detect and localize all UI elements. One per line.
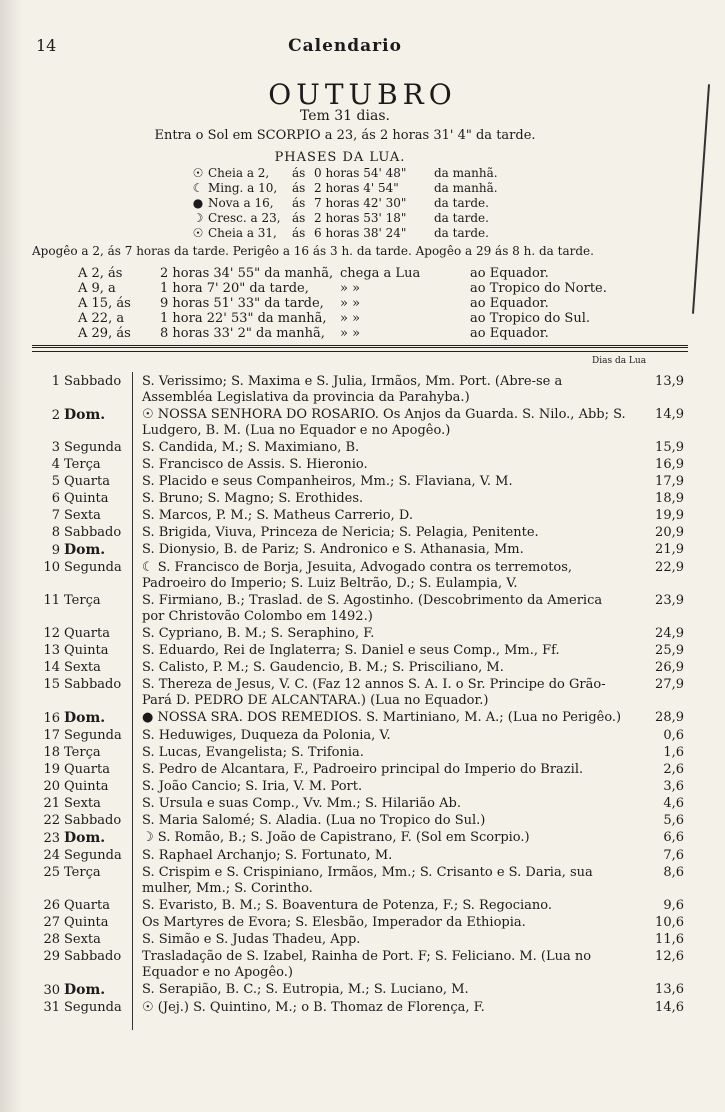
day-label	[30, 762, 134, 778]
day-entry	[30, 865, 690, 897]
equator-place: ao Equador.	[470, 326, 549, 341]
day-entry	[30, 660, 690, 676]
moon-age: 26,9	[655, 660, 684, 675]
phases-title: PHASES DA LUA.	[274, 150, 406, 165]
day-entry	[30, 474, 690, 490]
phase-as: ás	[292, 181, 306, 195]
weekday: Sexta	[64, 796, 101, 811]
day-number: 27	[43, 915, 60, 930]
weekday: Segunda	[64, 440, 122, 455]
moon-age-column-header: Dias da Lua	[592, 356, 647, 366]
day-entry	[30, 440, 690, 456]
day-label	[30, 745, 134, 761]
day-label	[30, 593, 134, 625]
last-quarter-icon: ☾	[192, 181, 204, 195]
day-number: 19	[43, 762, 60, 777]
month-title: OUTUBRO	[268, 78, 457, 111]
day-number: 17	[43, 728, 60, 743]
saints-text: ☉ (Jej.) S. Quintino, M.; o B. Thomaz de Florença, F.	[142, 1000, 485, 1015]
weekday: Sabbado	[64, 374, 122, 389]
phase-name: Cresc. a 23,	[208, 211, 281, 225]
equator-date: A 15, ás	[78, 296, 131, 311]
day-label	[30, 508, 134, 524]
weekday: Quinta	[64, 779, 109, 794]
weekday: Dom.	[64, 710, 106, 726]
day-entry	[30, 982, 690, 999]
day-entry	[30, 932, 690, 948]
moon-phase	[188, 181, 508, 196]
saints-text: S. Verissimo; S. Maxima e S. Julia, Irmãos, Mm. Port. (Abre-se a Assembléa Legislativa da provincia da Parahyba.)	[142, 374, 563, 405]
day-entry	[30, 508, 690, 524]
day-entry	[30, 491, 690, 507]
phase-period: da tarde.	[434, 226, 489, 240]
moon-age: 28,9	[655, 710, 684, 725]
moon-age: 5,6	[663, 813, 684, 828]
saints-text: S. Raphael Archanjo; S. Fortunato, M.	[142, 848, 393, 863]
day-label	[30, 728, 134, 744]
day-number: 14	[43, 660, 60, 675]
saints-text: Trasladação de S. Izabel, Rainha de Port. F; S. Feliciano. M. (Lua no Equador e no Apogêo.)	[142, 949, 592, 980]
equator-entry	[78, 281, 638, 296]
day-entries-list	[30, 374, 690, 1017]
equator-entry	[78, 266, 638, 281]
day-entry	[30, 898, 690, 914]
phase-time: 7 horas 42' 30"	[314, 196, 407, 210]
moon-phases-list	[188, 166, 508, 241]
saints-text: S. Serapião, B. C.; S. Eutropia, M.; S. Luciano, M.	[142, 982, 469, 997]
day-number: 7	[51, 508, 60, 523]
day-label	[30, 982, 134, 999]
moon-age: 22,9	[655, 560, 684, 575]
equator-list	[78, 266, 638, 341]
day-label	[30, 932, 134, 948]
day-label	[30, 779, 134, 795]
saints-text: S. Thereza de Jesus, V. C. (Faz 12 annos S. A. I. o Sr. Principe do Grão-Pará D. PEDRO DE ALCANTARA.) (Lua no Equador.)	[142, 677, 606, 708]
day-entry	[30, 762, 690, 778]
phase-name: Ming. a 10,	[208, 181, 278, 195]
moon-age: 3,6	[663, 779, 684, 794]
day-entry	[30, 728, 690, 744]
moon-age: 8,6	[663, 865, 684, 880]
phase-period: da manhã.	[434, 166, 498, 180]
weekday: Segunda	[64, 1000, 122, 1015]
page-number: 14	[36, 36, 57, 55]
equator-action: » »	[340, 326, 361, 341]
moon-age: 24,9	[655, 626, 684, 641]
equator-place: ao Equador.	[470, 296, 549, 311]
divider-rule	[32, 351, 688, 352]
day-label	[30, 525, 134, 541]
day-number: 30	[43, 983, 60, 998]
equator-date: A 29, ás	[78, 326, 131, 341]
day-label	[30, 710, 134, 727]
day-entry	[30, 796, 690, 812]
saints-text: S. João Cancio; S. Iria, V. M. Port.	[142, 779, 363, 794]
moon-age: 21,9	[655, 542, 684, 557]
day-number: 24	[43, 848, 60, 863]
day-number: 20	[43, 779, 60, 794]
weekday: Terça	[64, 593, 101, 608]
day-label	[30, 374, 134, 406]
equator-entry	[78, 311, 638, 326]
day-label	[30, 848, 134, 864]
moon-age: 27,9	[655, 677, 684, 692]
phase-name: Nova a 16,	[208, 196, 274, 210]
weekday: Terça	[64, 865, 101, 880]
saints-text: S. Ursula e suas Comp., Vv. Mm.; S. Hilarião Ab.	[142, 796, 461, 811]
equator-date: A 22, a	[78, 311, 125, 326]
day-number: 4	[51, 457, 60, 472]
weekday: Dom.	[64, 830, 106, 846]
day-label	[30, 915, 134, 931]
day-entry	[30, 813, 690, 829]
moon-age: 23,9	[655, 593, 684, 608]
day-entry	[30, 710, 690, 727]
weekday: Quinta	[64, 643, 109, 658]
weekday: Sabbado	[64, 677, 122, 692]
day-entry	[30, 542, 690, 559]
weekday: Sabbado	[64, 525, 122, 540]
moon-age: 25,9	[655, 643, 684, 658]
weekday: Quarta	[64, 626, 110, 641]
moon-age: 11,6	[655, 932, 684, 947]
moon-age: 15,9	[655, 440, 684, 455]
page-edge-shadow	[0, 0, 22, 1112]
saints-text: ☽ S. Romão, B.; S. João de Capistrano, F. (Sol em Scorpio.)	[142, 830, 530, 845]
phase-time: 2 horas 4' 54"	[314, 181, 399, 195]
page-header	[30, 36, 660, 60]
weekday: Segunda	[64, 728, 122, 743]
moon-phase	[188, 226, 508, 241]
saints-text: S. Maria Salomé; S. Aladia. (Lua no Tropico do Sul.)	[142, 813, 486, 828]
phase-time: 2 horas 53' 18"	[314, 211, 407, 225]
day-number: 16	[43, 711, 60, 726]
saints-text: S. Bruno; S. Magno; S. Erothides.	[142, 491, 364, 506]
weekday: Quinta	[64, 491, 109, 506]
weekday: Sabbado	[64, 949, 122, 964]
moon-age: 1,6	[663, 745, 684, 760]
weekday: Terça	[64, 745, 101, 760]
day-number: 5	[51, 474, 60, 489]
moon-phase	[188, 166, 508, 181]
saints-text: Os Martyres de Evora; S. Elesbão, Imperador da Ethiopia.	[142, 915, 526, 930]
phase-as: ás	[292, 211, 306, 225]
weekday: Segunda	[64, 848, 122, 863]
day-number: 11	[43, 593, 60, 608]
equator-place: ao Tropico do Norte.	[470, 281, 607, 296]
day-number: 1	[51, 374, 60, 389]
equator-entry	[78, 326, 638, 341]
moon-age: 17,9	[655, 474, 684, 489]
phase-as: ás	[292, 166, 306, 180]
day-entry	[30, 949, 690, 981]
day-label	[30, 898, 134, 914]
moon-phase	[188, 211, 508, 226]
day-entry	[30, 745, 690, 761]
day-number: 23	[43, 831, 60, 846]
saints-text: ☉ NOSSA SENHORA DO ROSARIO. Os Anjos da Guarda. S. Nilo., Abb; S. Ludgero, B. M. (Lua no Equador e no Apogêo.)	[142, 407, 626, 438]
phase-period: da tarde.	[434, 211, 489, 225]
saints-text: S. Simão e S. Judas Thadeu, App.	[142, 932, 361, 947]
saints-text: S. Cypriano, B. M.; S. Seraphino, F.	[142, 626, 375, 641]
saints-text: S. Evaristo, B. M.; S. Boaventura de Potenza, F.; S. Regociano.	[142, 898, 552, 913]
weekday: Sexta	[64, 660, 101, 675]
day-number: 8	[51, 525, 60, 540]
phase-as: ás	[292, 226, 306, 240]
moon-age: 13,6	[655, 982, 684, 997]
moon-age: 20,9	[655, 525, 684, 540]
day-label	[30, 830, 134, 847]
equator-place: ao Tropico do Sul.	[470, 311, 590, 326]
moon-age: 6,6	[663, 830, 684, 845]
weekday: Sexta	[64, 508, 101, 523]
day-entry	[30, 593, 690, 625]
saints-text: S. Lucas, Evangelista; S. Trifonia.	[142, 745, 364, 760]
day-label	[30, 865, 134, 897]
phase-name: Cheia a 31,	[208, 226, 277, 240]
moon-age: 4,6	[663, 796, 684, 811]
day-entry	[30, 643, 690, 659]
day-number: 29	[43, 949, 60, 964]
phase-period: da tarde.	[434, 196, 489, 210]
first-quarter-icon: ☽	[192, 211, 204, 225]
equator-time: 2 horas 34' 55" da manhã,	[160, 266, 334, 281]
day-entry	[30, 626, 690, 642]
phase-time: 6 horas 38' 24"	[314, 226, 407, 240]
day-number: 21	[43, 796, 60, 811]
moon-age: 7,6	[663, 848, 684, 863]
day-label	[30, 474, 134, 490]
weekday: Terça	[64, 457, 101, 472]
full-moon-icon: ☉	[192, 166, 204, 180]
moon-age: 12,6	[655, 949, 684, 964]
equator-time: 9 horas 51' 33" da tarde,	[160, 296, 324, 311]
equator-time: 8 horas 33' 2" da manhã,	[160, 326, 325, 341]
moon-age: 13,9	[655, 374, 684, 389]
day-entry	[30, 830, 690, 847]
moon-age: 18,9	[655, 491, 684, 506]
day-label	[30, 813, 134, 829]
moon-age: 14,9	[655, 407, 684, 422]
equator-time: 1 hora 22' 53" da manhã,	[160, 311, 327, 326]
day-label	[30, 677, 134, 709]
day-label	[30, 542, 134, 559]
equator-action: » »	[340, 296, 361, 311]
weekday: Dom.	[64, 542, 106, 558]
day-label	[30, 407, 134, 439]
saints-text: S. Francisco de Assis. S. Hieronio.	[142, 457, 368, 472]
moon-age: 19,9	[655, 508, 684, 523]
saints-text: S. Eduardo, Rei de Inglaterra; S. Daniel e seus Comp., Mm., Ff.	[142, 643, 560, 658]
moon-age: 14,6	[655, 1000, 684, 1015]
apogee-perigee-line: Apogêo a 2, ás 7 horas da tarde. Perigêo a 16 ás 3 h. da tarde. Apogêo a 29 ás 8 h. da tarde.	[32, 244, 594, 258]
equator-date: A 9, a	[78, 281, 116, 296]
saints-text: S. Firmiano, B.; Traslad. de S. Agostinho. (Descobrimento da America por Christovão Colombo em 1492.)	[142, 593, 603, 624]
equator-date: A 2, ás	[78, 266, 123, 281]
saints-text: ☾ S. Francisco de Borja, Jesuita, Advogado contra os terremotos, Padroeiro do Imperio; S. Luiz Beltrão, D.; S. Eulampia, V.	[142, 560, 573, 591]
sun-entry-line: Entra o Sol em SCORPIO a 23, ás 2 horas 31' 4" da tarde.	[154, 128, 536, 143]
day-entry	[30, 525, 690, 541]
full-moon-icon: ☉	[192, 226, 204, 240]
weekday: Quinta	[64, 915, 109, 930]
moon-phase	[188, 196, 508, 211]
saints-text: S. Marcos, P. M.; S. Matheus Carrerio, D.	[142, 508, 413, 523]
equator-action: » »	[340, 311, 361, 326]
day-entry	[30, 457, 690, 473]
day-label	[30, 491, 134, 507]
equator-place: ao Equador.	[470, 266, 549, 281]
day-label	[30, 457, 134, 473]
day-label	[30, 949, 134, 981]
day-number: 13	[43, 643, 60, 658]
moon-age: 0,6	[663, 728, 684, 743]
day-label	[30, 1000, 134, 1016]
saints-text: S. Heduwiges, Duqueza da Polonia, V.	[142, 728, 391, 743]
saints-text: ● NOSSA SRA. DOS REMEDIOS. S. Martiniano, M. A.; (Lua no Perigêo.)	[142, 710, 622, 725]
day-entry	[30, 560, 690, 592]
day-number: 6	[51, 491, 60, 506]
weekday: Segunda	[64, 560, 122, 575]
day-number: 15	[43, 677, 60, 692]
day-number: 3	[51, 440, 60, 455]
saints-text: S. Dionysio, B. de Pariz; S. Andronico e S. Athanasia, Mm.	[142, 542, 524, 557]
weekday: Quarta	[64, 898, 110, 913]
day-entry	[30, 374, 690, 406]
day-entry	[30, 779, 690, 795]
running-title: Calendario	[288, 36, 402, 56]
weekday: Sexta	[64, 932, 101, 947]
equator-action: » »	[340, 281, 361, 296]
saints-text: S. Brigida, Viuva, Princeza de Nericia; S. Pelagia, Penitente.	[142, 525, 539, 540]
saints-text: S. Candida, M.; S. Maximiano, B.	[142, 440, 360, 455]
weekday: Sabbado	[64, 813, 122, 828]
weekday: Dom.	[64, 407, 106, 423]
day-label	[30, 643, 134, 659]
day-number: 22	[43, 813, 60, 828]
day-number: 25	[43, 865, 60, 880]
day-entry	[30, 677, 690, 709]
day-entry	[30, 1000, 690, 1016]
month-days: Tem 31 dias.	[300, 108, 390, 124]
saints-text: S. Placido e seus Companheiros, Mm.; S. Flaviana, V. M.	[142, 474, 513, 489]
phase-period: da manhã.	[434, 181, 498, 195]
day-number: 12	[43, 626, 60, 641]
day-label	[30, 796, 134, 812]
day-number: 9	[51, 543, 60, 558]
moon-age: 16,9	[655, 457, 684, 472]
day-number: 10	[43, 560, 60, 575]
day-number: 18	[43, 745, 60, 760]
phase-as: ás	[292, 196, 306, 210]
weekday: Quarta	[64, 762, 110, 777]
day-label	[30, 660, 134, 676]
day-number: 26	[43, 898, 60, 913]
weekday: Quarta	[64, 474, 110, 489]
day-number: 28	[43, 932, 60, 947]
saints-text: S. Calisto, P. M.; S. Gaudencio, B. M.; S. Prisciliano, M.	[142, 660, 504, 675]
saints-text: S. Pedro de Alcantara, F., Padroeiro principal do Imperio do Brazil.	[142, 762, 584, 777]
margin-pencil-mark	[692, 84, 710, 314]
day-number: 2	[51, 408, 60, 423]
day-label	[30, 560, 134, 592]
new-moon-icon: ●	[192, 196, 204, 210]
double-rule	[32, 345, 688, 348]
day-label	[30, 626, 134, 642]
day-entry	[30, 407, 690, 439]
day-label	[30, 440, 134, 456]
moon-age: 10,6	[655, 915, 684, 930]
equator-entry	[78, 296, 638, 311]
day-entry	[30, 848, 690, 864]
phase-name: Cheia a 2,	[208, 166, 270, 180]
moon-age: 2,6	[663, 762, 684, 777]
day-entry	[30, 915, 690, 931]
equator-action: chega a Lua	[340, 266, 421, 281]
day-number: 31	[43, 1000, 60, 1015]
weekday: Dom.	[64, 982, 106, 998]
saints-text: S. Crispim e S. Crispiniano, Irmãos, Mm.; S. Crisanto e S. Daria, sua mulher, Mm.; S. Corintho.	[142, 865, 593, 896]
moon-age: 9,6	[663, 898, 684, 913]
equator-time: 1 hora 7' 20" da tarde,	[160, 281, 309, 296]
phase-time: 0 horas 54' 48"	[314, 166, 407, 180]
